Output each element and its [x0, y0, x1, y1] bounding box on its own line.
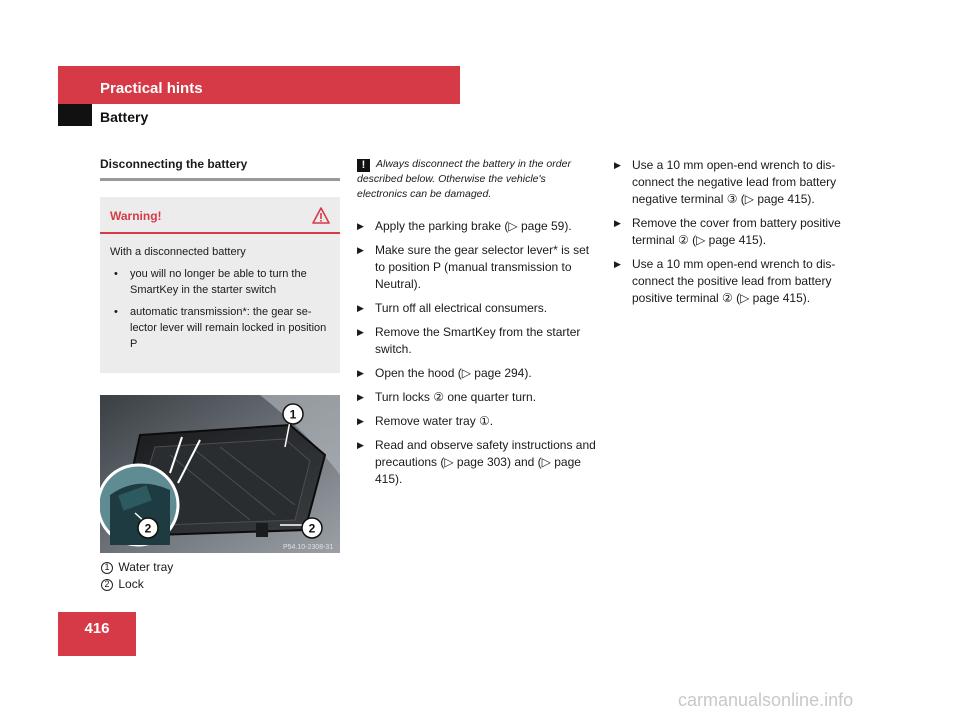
arrow-bullet-icon: ▶ [357, 392, 364, 402]
step-text: Turn locks ② one quarter turn. [375, 390, 537, 404]
header-tab-marker [58, 104, 92, 126]
chapter-title: Practical hints [100, 80, 203, 97]
section-subtitle: Battery [100, 109, 149, 125]
step-text: Remove water tray ①. [375, 414, 494, 428]
arrow-bullet-icon: ▶ [614, 218, 621, 228]
column-left [100, 157, 340, 593]
figure-illustration [100, 395, 340, 553]
warning-item [110, 266, 330, 298]
warning-title: Warning! [110, 208, 162, 223]
warning-header [110, 207, 330, 224]
caption-text: Lock [118, 577, 144, 591]
arrow-bullet-icon: ▶ [614, 259, 621, 269]
warning-item [110, 304, 330, 352]
step-text: Use a 10 mm open-end wrench to dis-connect the positive lead from battery positive terminal ② (▷ page 415). [632, 257, 836, 305]
callout-2-right [302, 518, 322, 538]
step-item [357, 300, 597, 317]
bullet-icon: • [114, 268, 118, 280]
column-right [614, 157, 854, 314]
step-text: Read and observe safety instructions and precautions (▷ page 303) and (▷ page 415). [375, 438, 596, 486]
bullet-icon: • [114, 306, 118, 318]
arrow-bullet-icon: ▶ [357, 368, 364, 378]
step-text: Apply the parking brake (▷ page 59). [375, 219, 572, 233]
arrow-bullet-icon: ▶ [357, 303, 364, 313]
warning-intro: With a disconnected battery [110, 246, 246, 258]
steps-list [614, 157, 854, 307]
page-number: 416 [84, 620, 110, 637]
section-title: Disconnecting the battery [100, 157, 248, 171]
arrow-bullet-icon: ▶ [357, 245, 364, 255]
step-item [357, 437, 597, 488]
callout-2-left [138, 518, 158, 538]
caption-item [100, 559, 340, 576]
callout-2-label: 2 [144, 521, 152, 536]
caption-text: Water tray [118, 560, 174, 574]
step-text: Turn off all electrical consumers. [375, 301, 548, 315]
step-text: Remove the cover from battery positive terminal ② (▷ page 415). [632, 216, 841, 247]
warning-divider [100, 232, 340, 234]
arrow-bullet-icon: ▶ [357, 440, 364, 450]
page-number-tab [58, 612, 136, 656]
step-text: Use a 10 mm open-end wrench to dis-connect the negative lead from battery negative terminal ③ (▷ page 415). [632, 158, 837, 206]
warning-item-text: automatic transmission*: the gear se-lector lever will remain locked in position P [130, 306, 327, 350]
step-item [357, 324, 597, 358]
step-item [357, 389, 597, 406]
warning-triangle-icon [312, 207, 330, 224]
callout-1 [283, 404, 303, 424]
callout-2-label: 2 [308, 521, 316, 536]
warning-list [110, 266, 330, 352]
step-text: Make sure the gear selector lever* is set to position P (manual transmission to Neutral). [375, 243, 590, 291]
callout-1-label: 1 [289, 407, 297, 422]
step-text: Open the hood (▷ page 294). [375, 366, 532, 380]
notice-text: Always disconnect the battery in the order described below. Otherwise the vehicle's electronics can be damaged. [357, 158, 571, 200]
figure-caption [100, 559, 340, 593]
column-middle [357, 157, 597, 495]
figure-code: P54.10-2308-31 [283, 544, 334, 551]
step-item [614, 157, 854, 208]
step-item [614, 215, 854, 249]
battery-water-tray-figure [100, 395, 340, 553]
arrow-bullet-icon: ▶ [357, 221, 364, 231]
caption-item [100, 576, 340, 593]
caption-number: 2 [101, 579, 113, 591]
warning-item-text: you will no longer be able to turn the SmartKey in the starter switch [130, 268, 307, 296]
step-text: Remove the SmartKey from the starter switch. [375, 325, 581, 356]
arrow-bullet-icon: ▶ [357, 416, 364, 426]
step-item [357, 413, 597, 430]
step-item [357, 218, 597, 235]
arrow-bullet-icon: ▶ [614, 160, 621, 170]
step-item [357, 242, 597, 293]
watermark: carmanualsonline.info [678, 690, 854, 710]
exclamation-icon: ! [357, 159, 370, 172]
step-item [357, 365, 597, 382]
warning-box [100, 197, 340, 373]
step-item [614, 256, 854, 307]
notice-block [357, 157, 597, 202]
steps-list [357, 218, 597, 488]
caption-number: 1 [101, 562, 113, 574]
section-divider [100, 178, 340, 181]
arrow-bullet-icon: ▶ [357, 327, 364, 337]
